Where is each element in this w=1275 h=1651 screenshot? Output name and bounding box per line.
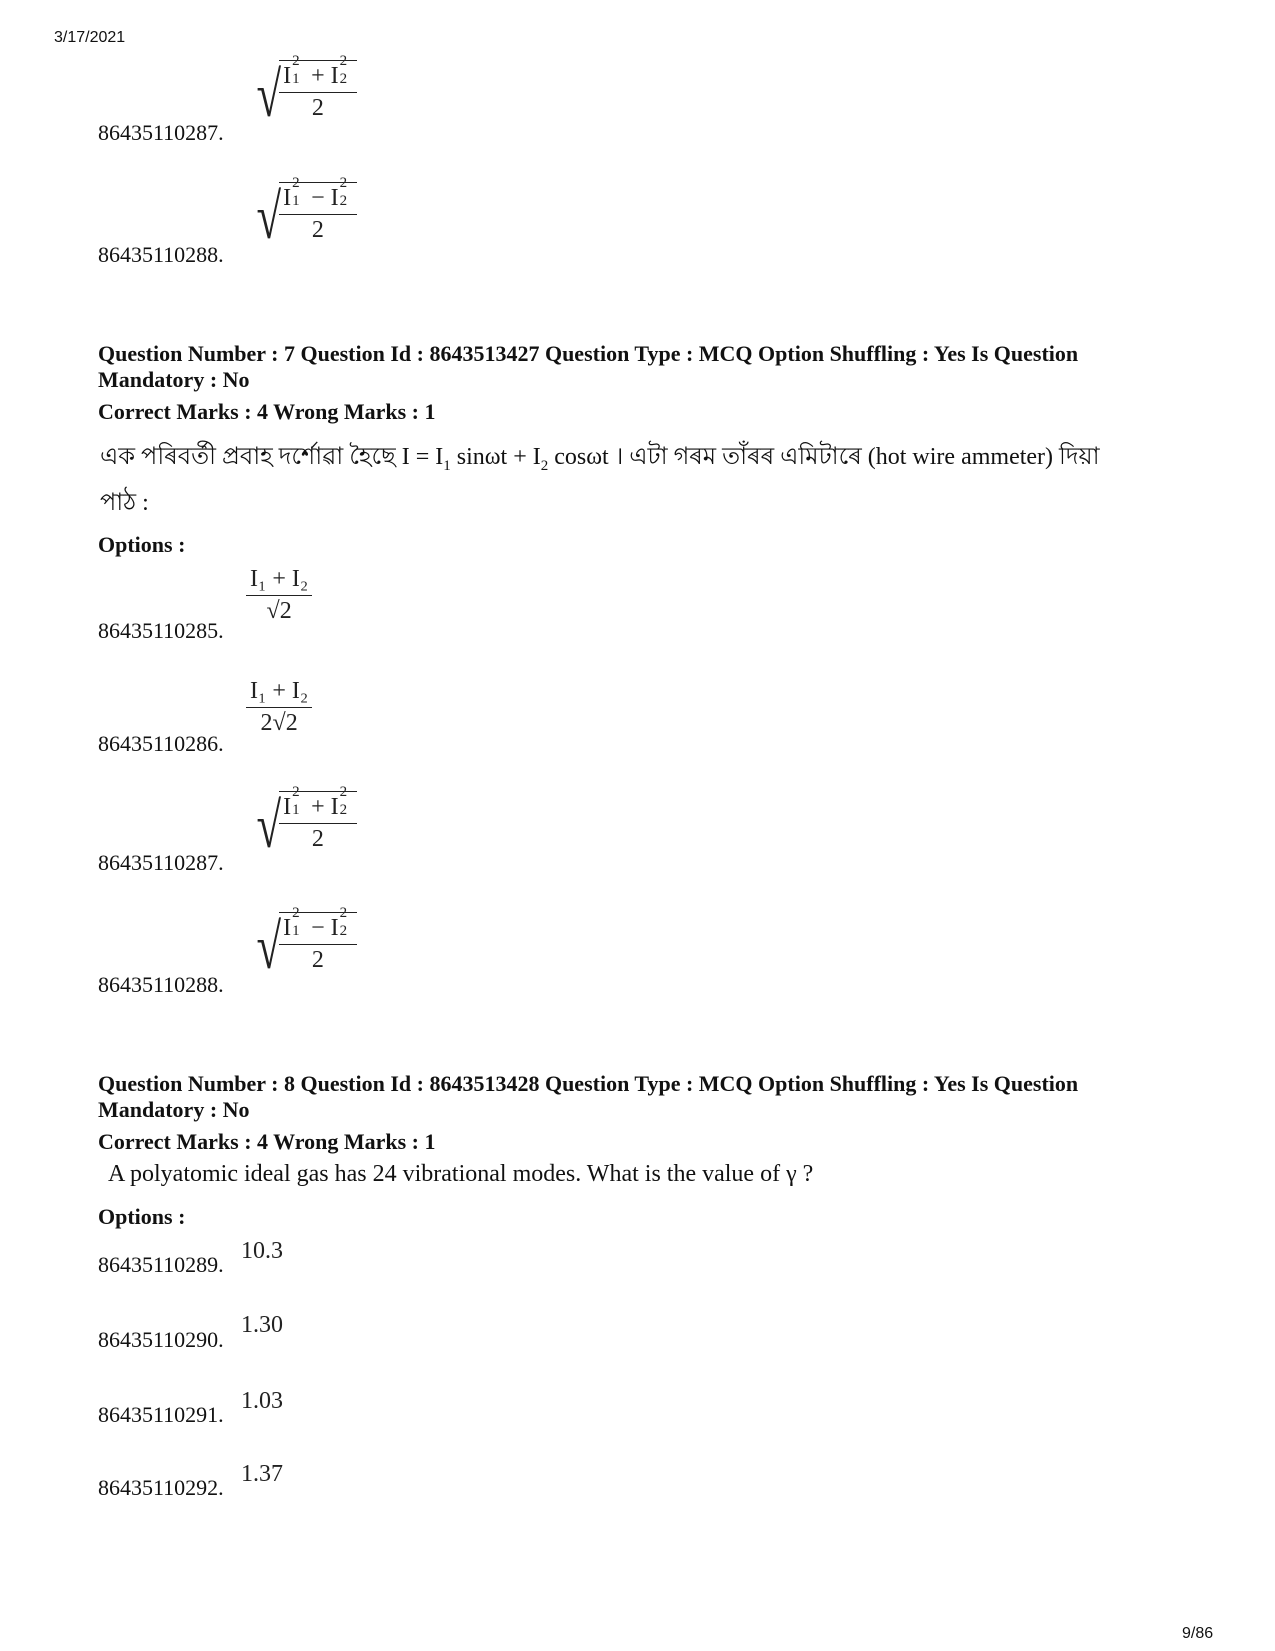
q8-option-291-value: 1.03: [241, 1388, 283, 1414]
q8-option-289-id: 86435110289.: [98, 1252, 224, 1277]
option-id: 86435110288.: [98, 242, 224, 267]
q8-option-292-id: 86435110292.: [98, 1475, 224, 1500]
q8-option-291-id: 86435110291.: [98, 1402, 224, 1427]
print-date: 3/17/2021: [54, 29, 126, 46]
prev-option-288-id: [98, 242, 224, 268]
q7-option-288-formula: √ I 2 1 − I 2 2 2: [246, 912, 357, 982]
q7-header: Question Number : 7 Question Id : 8643513427 Question Type : MCQ Option Shuffling : Yes Is Question Mandatory : No: [98, 341, 1079, 392]
q7-option-285-formula: $\frac{\text{I₁ + I₂}}{√2}$: [246, 566, 312, 625]
q8-option-290-id: 86435110290.: [98, 1327, 224, 1352]
prev-option-288-formula: √ I 2 1 − I 2 2 2: [246, 182, 357, 252]
q7-option-286-formula: $\frac{\text{I₁ + I₂}}{2√2}$: [246, 678, 312, 737]
option-id: 86435110287.: [98, 120, 224, 145]
q7-option-285-id: 86435110285.: [98, 618, 224, 643]
q7-option-287-id: 86435110287.: [98, 850, 224, 875]
q8-option-290-value: 1.30: [241, 1312, 283, 1338]
prev-option-287-formula: √ I 2 1 + I 2 2 2: [246, 60, 357, 130]
q7-question-text-line2: পাঠ :: [100, 490, 149, 516]
q7-options-label: Options :: [98, 532, 186, 557]
q8-marks: Correct Marks : 4 Wrong Marks : 1: [98, 1129, 436, 1154]
prev-option-287-id: [98, 120, 224, 146]
q8-question-text: A polyatomic ideal gas has 24 vibrational modes. What is the value of γ ?: [108, 1161, 814, 1187]
q7-option-287-formula: √ I 2 1 + I 2 2 2: [246, 791, 357, 861]
q8-header: Question Number : 8 Question Id : 8643513428 Question Type : MCQ Option Shuffling : Yes Is Question Mandatory : No: [98, 1071, 1079, 1122]
q7-marks: Correct Marks : 4 Wrong Marks : 1: [98, 399, 436, 424]
q8-options-label: Options :: [98, 1204, 186, 1229]
q7-question-text: এক পৰিবৰ্তী প্ৰবাহ দৰ্শোৱা হৈছে $I = I_1$ $\sin\omega t + I_2$ cosωt । এটা গৰম তাঁৰৰ এমিটাৰে (hot wire ammeter) দিয়া: [100, 444, 1100, 474]
q8-option-289-value: 10.3: [241, 1238, 283, 1264]
page-number: 9/86: [1182, 1625, 1214, 1642]
q8-option-292-value: 1.37: [241, 1461, 283, 1487]
q7-option-288-id: 86435110288.: [98, 972, 224, 997]
q7-option-286-id: 86435110286.: [98, 731, 224, 756]
